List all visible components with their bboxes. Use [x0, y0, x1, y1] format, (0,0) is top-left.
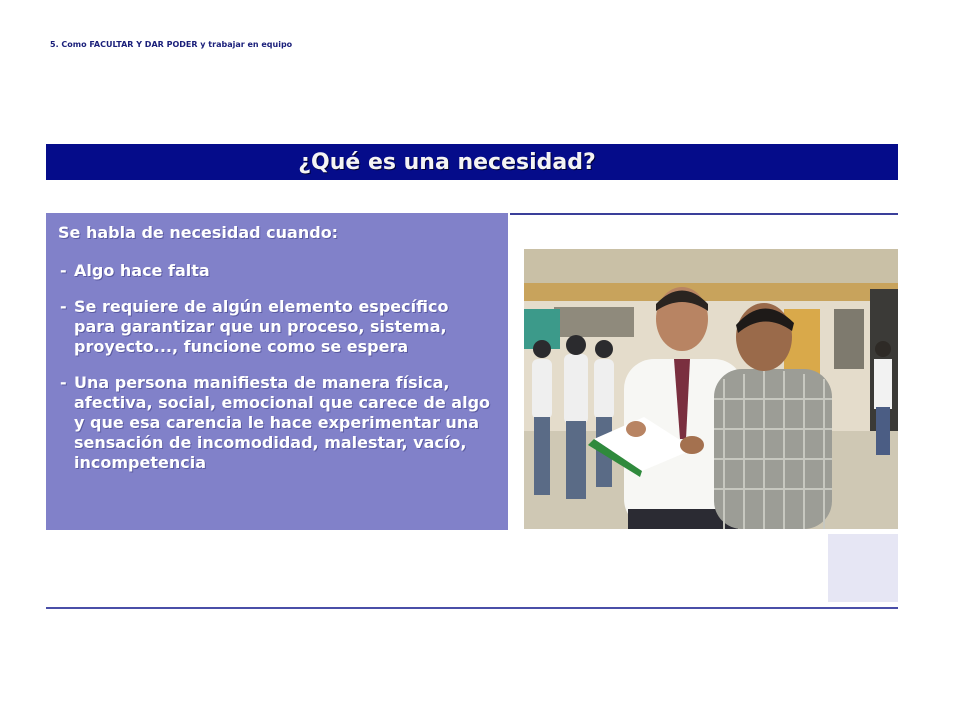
bullet-text: Algo hace falta	[74, 261, 210, 280]
bullet-item	[58, 297, 508, 357]
panel-intro: Se habla de necesidad cuando:	[58, 223, 339, 242]
bullet-dash: -	[60, 261, 67, 280]
bullet-dash: -	[60, 373, 67, 392]
slide-title: ¿Qué es una necesidad?	[298, 149, 596, 175]
top-divider	[510, 213, 898, 215]
definition-panel	[46, 213, 508, 530]
title-bar	[46, 144, 898, 180]
bullet-text: Una persona manifiesta de manera física, afectiva, social, emocional que carece de algo y que esa carencia le hace experimentar una sensación de incomodidad, malestar, vacío, incompetencia	[74, 373, 491, 472]
slide-header: 5. Como FACULTAR Y DAR PODER y trabajar en equipo	[50, 40, 293, 49]
bullet-item	[58, 261, 508, 281]
photo-two-men-reading	[524, 249, 898, 529]
corner-box	[828, 534, 898, 602]
bottom-divider	[46, 607, 898, 609]
bullet-dash: -	[60, 297, 67, 316]
bullet-text: Se requiere de algún elemento específico para garantizar que un proceso, sistema, proyecto..., funcione como se espera	[74, 297, 449, 356]
bullet-item	[58, 373, 508, 473]
